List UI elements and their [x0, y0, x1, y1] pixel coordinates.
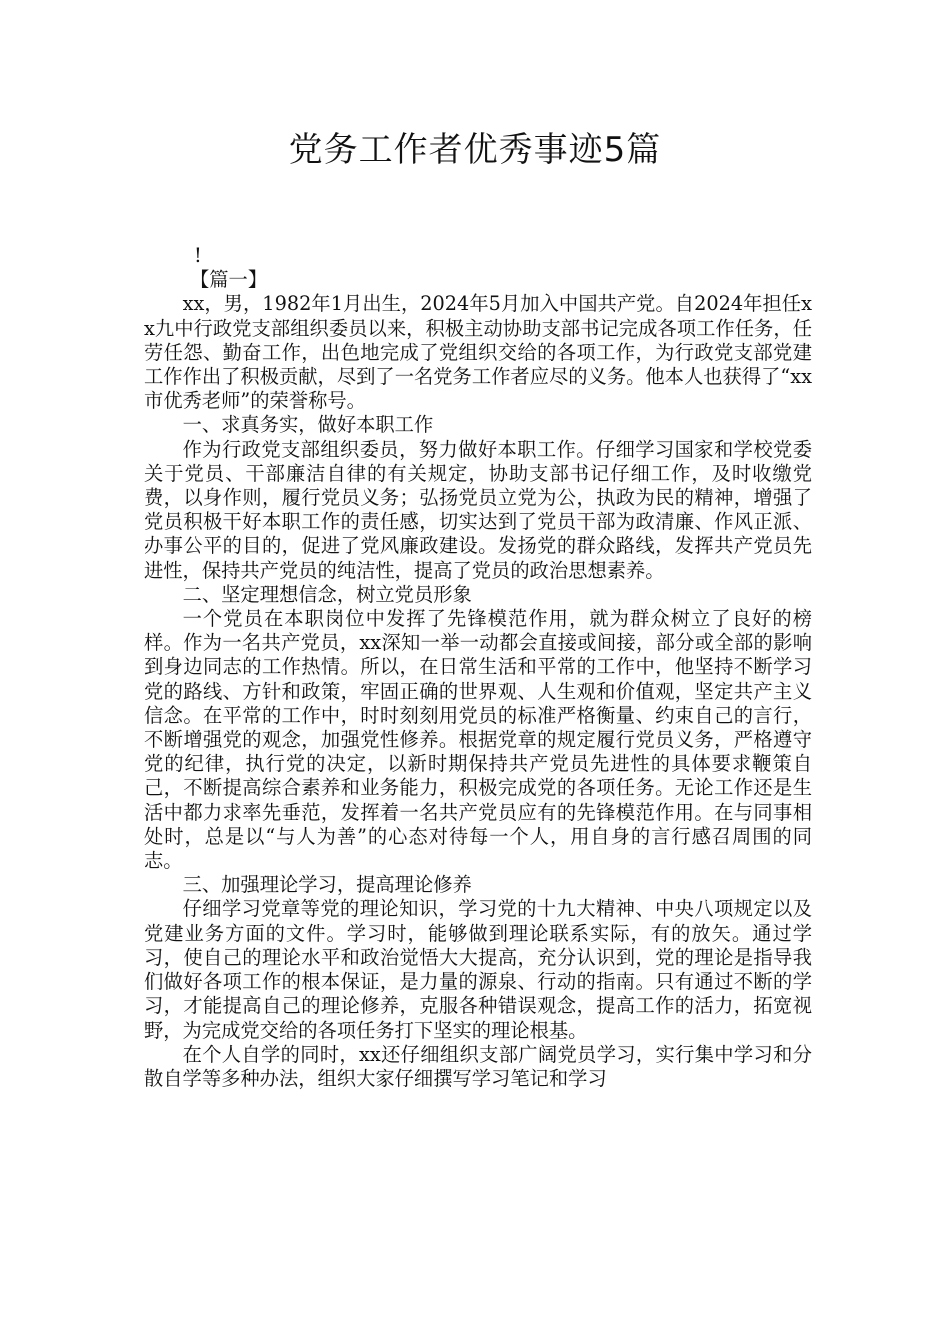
paragraph-section-1: 作为行政党支部组织委员，努力做好本职工作。仔细学习国家和学校党委关于党员、干部廉洁自律的有关规定，协助支部书记仔细工作，及时收缴党费，以身作则，履行党员义务；弘扬党员立党为公，执政为民的精神，增强了党员积极干好本职工作的责任感，切实达到了党员干部为政清廉、作风正派、办事公平的目的，促进了党风廉政建设。发扬党的群众路线，发挥共产党员先进性，保持共产党员的纯洁性，提高了党员的政治思想素养。 — [144, 437, 812, 582]
document-title: 党务工作者优秀事迹5篇 — [288, 130, 662, 170]
paragraph-section-3-continued: 在个人自学的同时，xx还仔细组织支部广阔党员学习，实行集中学习和分散自学等多种办法，组织大家仔细撰写学习笔记和学习 — [144, 1042, 812, 1090]
paragraph-intro: xx，男，1982年1月出生，2024年5月加入中国共产党。自2024年担任xx九中行政党支部组织委员以来，积极主动协助支部书记完成各项工作任务，任劳任怨、勤奋工作，出色地完成了党组织交给的各项工作，为行政党支部党建工作作出了积极贡献，尽到了一名党务工作者应尽的义务。他本人也获得了“xx市优秀老师”的荣誉称号。 — [144, 292, 812, 413]
paragraph-section-2: 一个党员在本职岗位中发挥了先锋模范作用，就为群众树立了良好的榜样。作为一名共产党员，xx深知一举一动都会直接或间接，部分或全部的影响到身边同志的工作热情。所以，在日常生活和平常的工作中，他坚持不断学习党的路线、方针和政策，牢固正确的世界观、人生观和价值观，坚定共产主义信念。在平常的工作中，时时刻刻用党员的标准严格衡量、约束自己的言行，不断增强党的观念，加强党性修养。根据党章的规定履行党员义务，严格遵守党的纪律，执行党的决定，以新时期保持共产党员先进性的具体要求鞭策自己，不断提高综合素养和业务能力，积极完成党的各项任务。无论工作还是生活中都力求率先垂范，发挥着一名共产党员应有的先锋模范作用。在与同事相处时，总是以“与人为善”的心态对待每一个人，用自身的言行感召周围的同志。 — [144, 607, 812, 873]
section-heading-3: 三、加强理论学习，提高理论修养 — [182, 873, 472, 897]
paragraph-section-3: 仔细学习党章等党的理论知识，学习党的十九大精神、中央八项规定以及党建业务方面的文件。学习时，能够做到理论联系实际，有的放矢。通过学习，使自己的理论水平和政治觉悟大大提高，充分认识到，党的理论是指导我们做好各项工作的根本保证，是力量的源泉、行动的指南。只有通过不断的学习，才能提高自己的理论修养，克服各种错误观念，提高工作的活力，拓宽视野，为完成党交给的各项任务打下坚实的理论根基。 — [144, 897, 812, 1042]
section-heading-1: 一、求真务实，做好本职工作 — [182, 413, 434, 437]
section-tag: 【篇一】 — [190, 268, 268, 292]
section-heading-2: 二、坚定理想信念，树立党员形象 — [182, 582, 472, 606]
exclamation-mark: ! — [194, 244, 202, 267]
document-body — [144, 244, 812, 1091]
